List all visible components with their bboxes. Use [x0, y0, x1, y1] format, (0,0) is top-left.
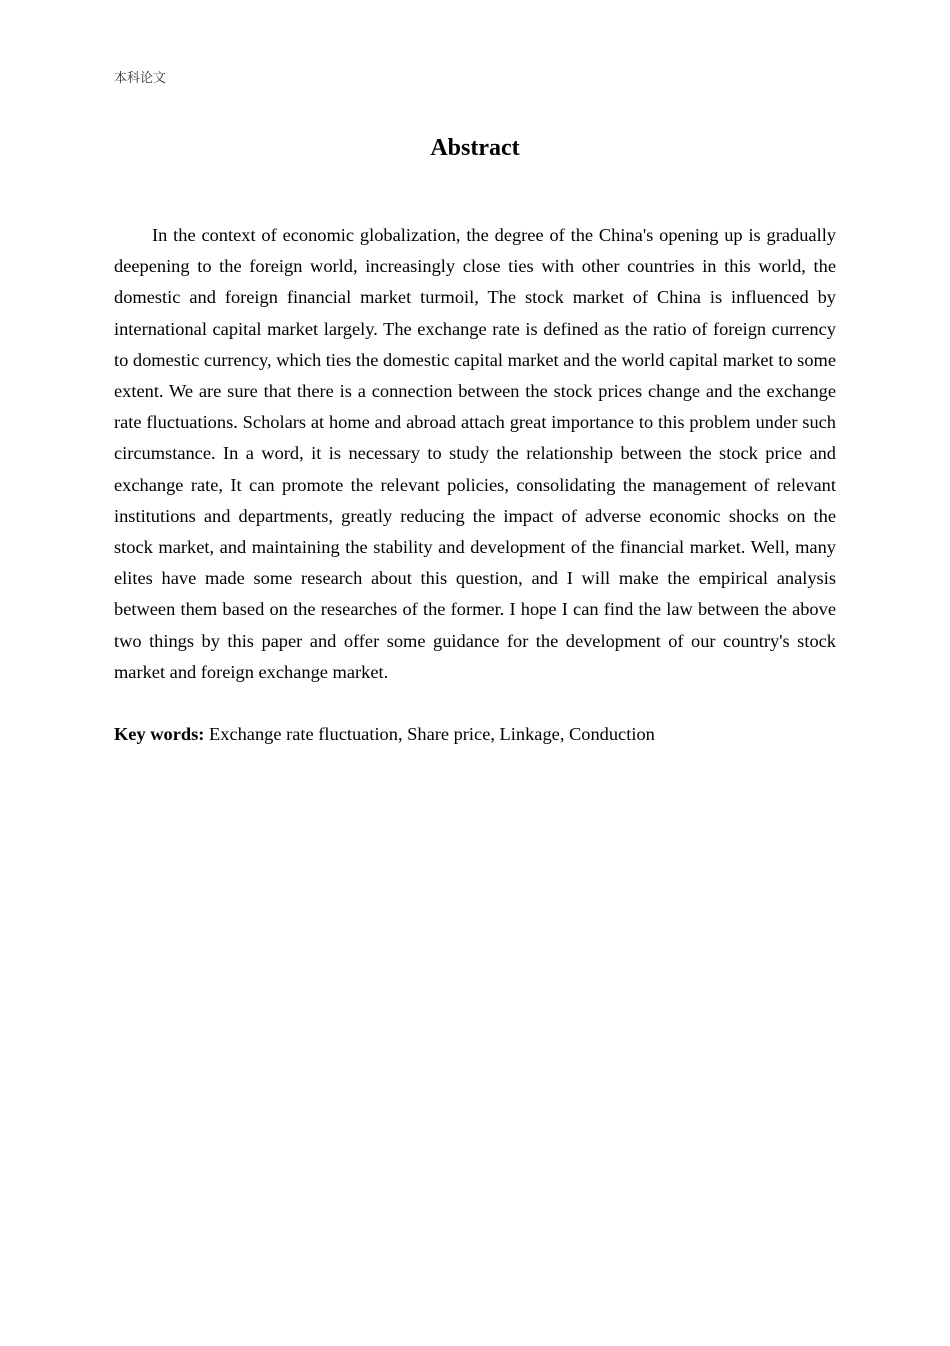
keywords-line: [114, 719, 836, 750]
page-title: Abstract: [430, 135, 520, 161]
keywords-text: Exchange rate fluctuation, Share price, Linkage, Conduction: [204, 724, 655, 744]
running-header: 本科论文: [114, 71, 167, 86]
abstract-paragraph: In the context of economic globalization, the degree of the China's opening up is gradually deepening to the foreign world, increasingly close ties with other countries in this world, the domestic and foreign financial market turmoil, The stock market of China is influenced by international capital market largely. The exchange rate is defined as the ratio of foreign currency to domestic currency, which ties the domestic capital market and the world capital market to some extent. We are sure that there is a connection between the stock prices change and the exchange rate fluctuations. Scholars at home and abroad attach great importance to this problem under such circumstance. In a word, it is necessary to study the relationship between the stock price and exchange rate, It can promote the relevant policies, consolidating the management of relevant institutions and departments, greatly reducing the impact of adverse economic shocks on the stock market, and maintaining the stability and development of the financial market. Well, many elites have made some research about this question, and I will make the empirical analysis between them based on the researches of the former. I hope I can find the law between the above two things by this paper and offer some guidance for the development of our country's stock market and foreign exchange market.: [114, 225, 836, 682]
keywords-label: Key words:: [114, 724, 205, 744]
